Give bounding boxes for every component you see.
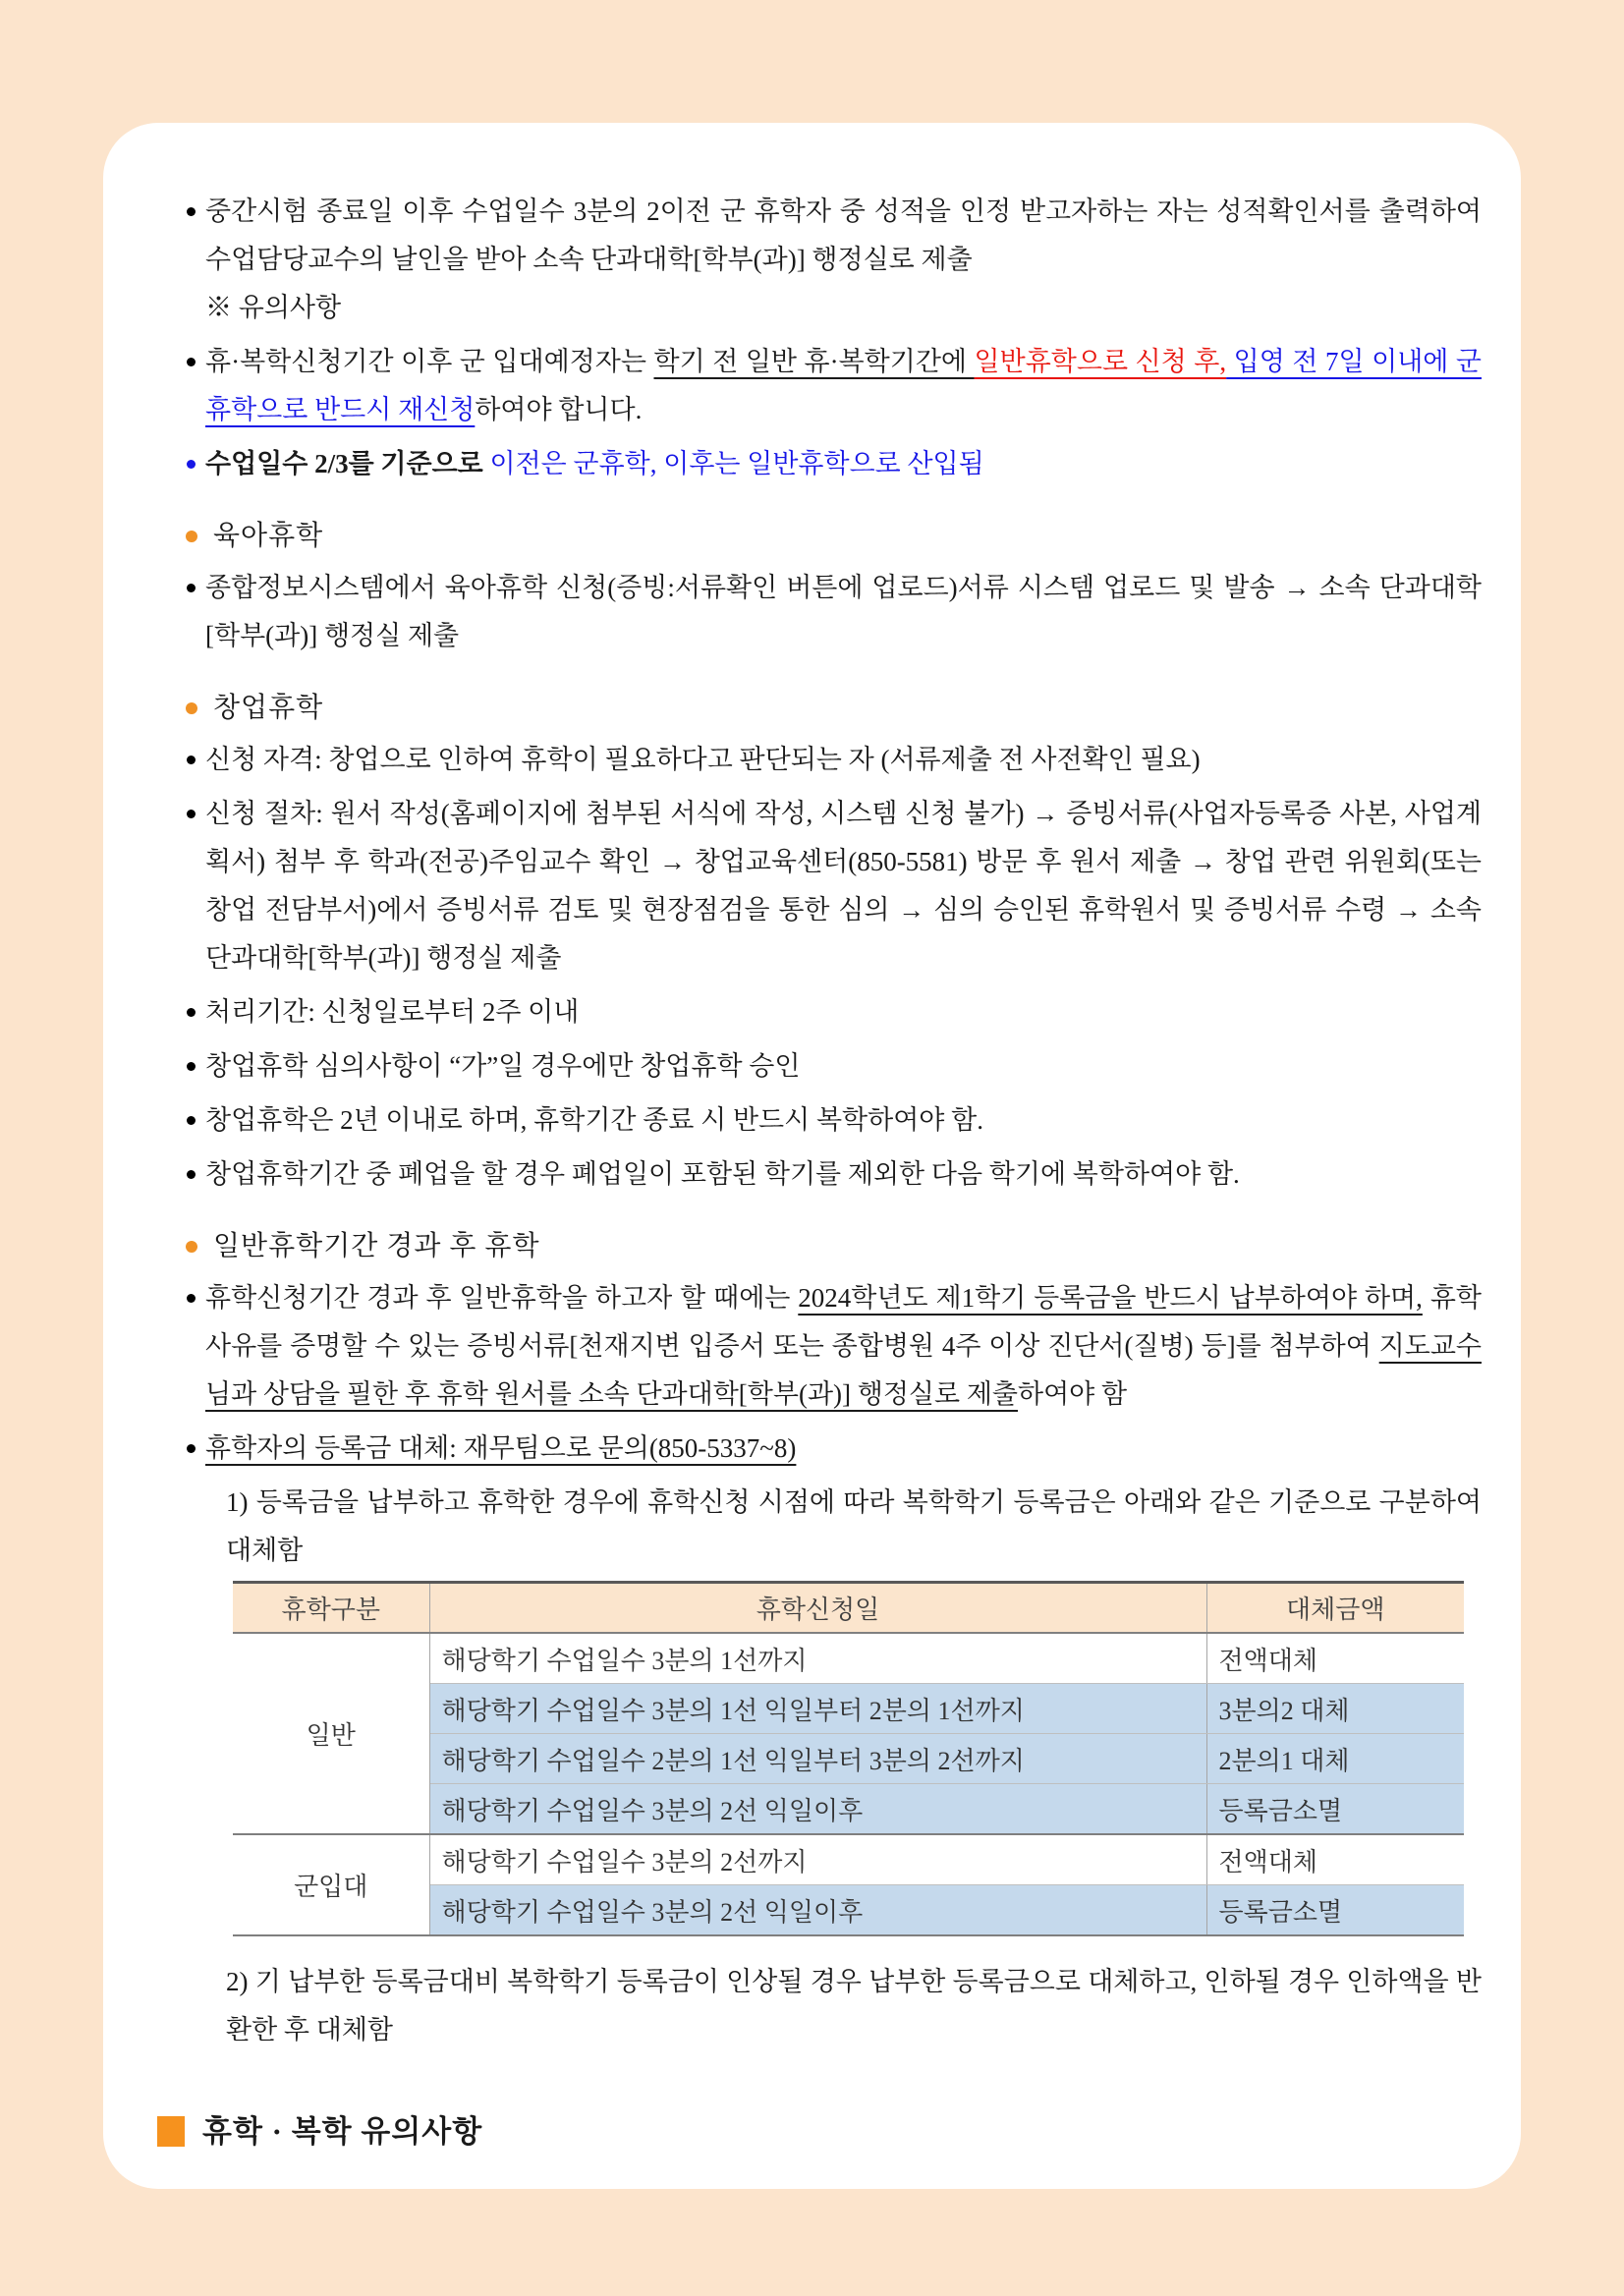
bullet-text: 신청 절차: 원서 작성(홈페이지에 첨부된 서식에 작성, 시스템 신청 불가) → 증빙서류(사업자등록증 사본, 사업계획서) 첨부 후 학과(전공)주임교수 확인 → 창업교육센터(850-5581) 방문 후 원서 제출 → 창업 관련 위원회(또는 창업 전담부서)에서 증빙서류 검토 및 현장점검을 통한 심의 → 심의 승인된 휴학원서 및 증빙서류 수령 → 소속 단과대학[학부(과)] 행정실 제출: [205, 799, 1482, 973]
cell-application-date: 해당학기 수업일수 3분의 2선 익일이후: [429, 1784, 1206, 1835]
segment-underline: 2024학년도 제1학기 등록금을 반드시 납부하여야 하며,: [798, 1283, 1423, 1313]
bullet-startup-processing-time: [184, 988, 1482, 1036]
column-header-leave-type: 휴학구분: [233, 1583, 429, 1634]
bullet-dot-icon: [187, 1116, 196, 1125]
section-title-startup-leave: [184, 684, 1482, 732]
section-title-childcare-leave: [184, 512, 1482, 560]
table-row: [233, 1834, 1464, 1885]
segment-plain: 휴·복학신청기간 이후 군 입대예정자는: [205, 347, 654, 376]
footer-title-text: 휴학 · 복학 유의사항: [202, 2114, 483, 2149]
bullet-startup-eligibility: [184, 736, 1482, 784]
bullet-startup-procedure: [184, 790, 1482, 982]
cell-substitute-amount: 전액대체: [1206, 1633, 1464, 1684]
segment-underline: 지도교수님과 상담을 필한 후 휴학 원서를 소속 단과대학[학부(과)] 행정실로 제출: [205, 1331, 1482, 1409]
note-line: ※ 유의사항: [205, 293, 342, 322]
bullet-late-leave-requirements: [184, 1274, 1482, 1419]
bullet-text: 창업휴학기간 중 폐업을 할 경우 폐업일이 포함된 학기를 제외한 다음 학기에 복학하여야 함.: [205, 1159, 1240, 1189]
bullet-grade-confirmation: [184, 188, 1482, 332]
segment-plain: 휴학사유를 증명할 수 있는 증빙서류[천재지변 입증서 또는 종합병원 4주 이상 진단서(질병) 등]를 첨부하여: [205, 1283, 1482, 1361]
cell-application-date: 해당학기 수업일수 2분의 1선 익일부터 3분의 2선까지: [429, 1734, 1206, 1784]
segment-underline: 학기 전 일반 휴·복학기간에: [653, 347, 975, 376]
bullet-dot-icon: [187, 460, 196, 469]
column-header-substitute-amount: 대체금액: [1206, 1583, 1464, 1634]
cell-substitute-amount: 등록금소멸: [1206, 1784, 1464, 1835]
section-title-text: 창업휴학: [213, 693, 324, 723]
segment-blue: 이전은 군휴학, 이후는 일반휴학으로 산입됨: [489, 449, 984, 478]
bullet-tuition-substitute-contact: [184, 1425, 1482, 1473]
bullet-childcare-procedure: [184, 564, 1482, 660]
numbered-item-2: 2) 기 납부한 등록금대비 복학학기 등록금이 인상될 경우 납부한 등록금으로 대체하고, 인하될 경우 인하액을 반환한 후 대체함: [226, 1967, 1482, 2044]
bullet-dot-icon: [187, 1444, 196, 1453]
bullet-military-reapply: [184, 338, 1482, 434]
bullet-dot-icon: [187, 207, 196, 216]
table-header-row: [233, 1583, 1464, 1634]
bullet-text: 창업휴학은 2년 이내로 하며, 휴학기간 종료 시 반드시 복학하여야 함.: [205, 1105, 983, 1135]
bullet-dot-icon: [187, 1170, 196, 1179]
cell-application-date: 해당학기 수업일수 3분의 1선 익일부터 2분의 1선까지: [429, 1684, 1206, 1734]
cell-application-date: 해당학기 수업일수 3분의 1선까지: [429, 1633, 1206, 1684]
bullet-text: 창업휴학 심의사항이 “가”일 경우에만 창업휴학 승인: [205, 1051, 801, 1081]
cell-substitute-amount: 전액대체: [1206, 1834, 1464, 1885]
cell-application-date: 해당학기 수업일수 3분의 2선 익일이후: [429, 1885, 1206, 1936]
bullet-text: 중간시험 종료일 이후 수업일수 3분의 2이전 군 휴학자 중 성적을 인정 받고자하는 자는 성적확인서를 출력하여 수업담당교수의 날인을 받아 소속 단과대학[학부(과)] 행정실로 제출: [205, 196, 1482, 274]
bullet-startup-approval: [184, 1042, 1482, 1091]
bullet-text: 신청 자격: 창업으로 인하여 휴학이 필요하다고 판단되는 자 (서류제출 전 사전확인 필요): [205, 745, 1201, 774]
bullet-dot-icon: [187, 584, 196, 592]
segment-underline: 휴학자의 등록금 대체: 재무팀으로 문의(850-5337~8): [205, 1433, 797, 1463]
bullet-startup-closure: [184, 1150, 1482, 1199]
bullet-dot-icon: [187, 756, 196, 764]
section-title-leave-after-period: [184, 1222, 1482, 1270]
section-title-text: 일반휴학기간 경과 후 휴학: [213, 1231, 540, 1261]
cell-application-date: 해당학기 수업일수 3분의 2선까지: [429, 1834, 1206, 1885]
bullet-dot-icon: [187, 1008, 196, 1017]
bullet-startup-duration: [184, 1096, 1482, 1145]
numbered-item-1: 1) 등록금을 납부하고 휴학한 경우에 휴학신청 시점에 따라 복학학기 등록금은 아래와 같은 기준으로 구분하여 대체함: [226, 1487, 1482, 1565]
segment-plain: 휴학신청기간 경과 후 일반휴학을 하고자 할 때에는: [205, 1283, 799, 1313]
document-content: [103, 123, 1521, 2156]
orange-bullet-icon: [186, 531, 197, 542]
bullet-dot-icon: [187, 1062, 196, 1071]
segment-blue-underline: 입영 전 7일 이내에 군 휴학으로 반드시 재신청: [205, 347, 1482, 424]
bullet-text: 종합정보시스템에서 육아휴학 신청(증빙:서류확인 버튼에 업로드)서류 시스템 업로드 및 발송 → 소속 단과대학[학부(과)] 행정실 제출: [205, 573, 1482, 650]
orange-bullet-icon: [186, 1241, 197, 1253]
cell-substitute-amount: 3분의2 대체: [1206, 1684, 1464, 1734]
bullet-dot-icon: [187, 810, 196, 818]
group-label-general: 일반: [233, 1633, 429, 1834]
tuition-substitution-table: [233, 1581, 1464, 1936]
orange-square-icon: [157, 2116, 185, 2147]
section-title-leave-return-notes: [157, 2107, 1482, 2156]
segment-plain: 하여야 합니다.: [475, 395, 643, 424]
bullet-two-thirds-rule: [184, 440, 1482, 488]
document-page-card: [103, 123, 1521, 2189]
segment-plain: 하여야 함: [1018, 1379, 1128, 1409]
cell-substitute-amount: 등록금소멸: [1206, 1885, 1464, 1936]
bullet-text: 처리기간: 신청일로부터 2주 이내: [205, 997, 580, 1027]
bullet-dot-icon: [187, 1294, 196, 1303]
bullet-dot-icon: [187, 358, 196, 366]
orange-bullet-icon: [186, 702, 197, 714]
group-label-military: 군입대: [233, 1834, 429, 1935]
column-header-application-date: 휴학신청일: [429, 1583, 1206, 1634]
segment-bold: 수업일수 2/3를 기준으로: [205, 449, 490, 478]
table-row: [233, 1633, 1464, 1684]
cell-substitute-amount: 2분의1 대체: [1206, 1734, 1464, 1784]
section-title-text: 육아휴학: [213, 521, 324, 551]
segment-red-underline: 일반휴학으로 신청 후,: [974, 347, 1227, 376]
